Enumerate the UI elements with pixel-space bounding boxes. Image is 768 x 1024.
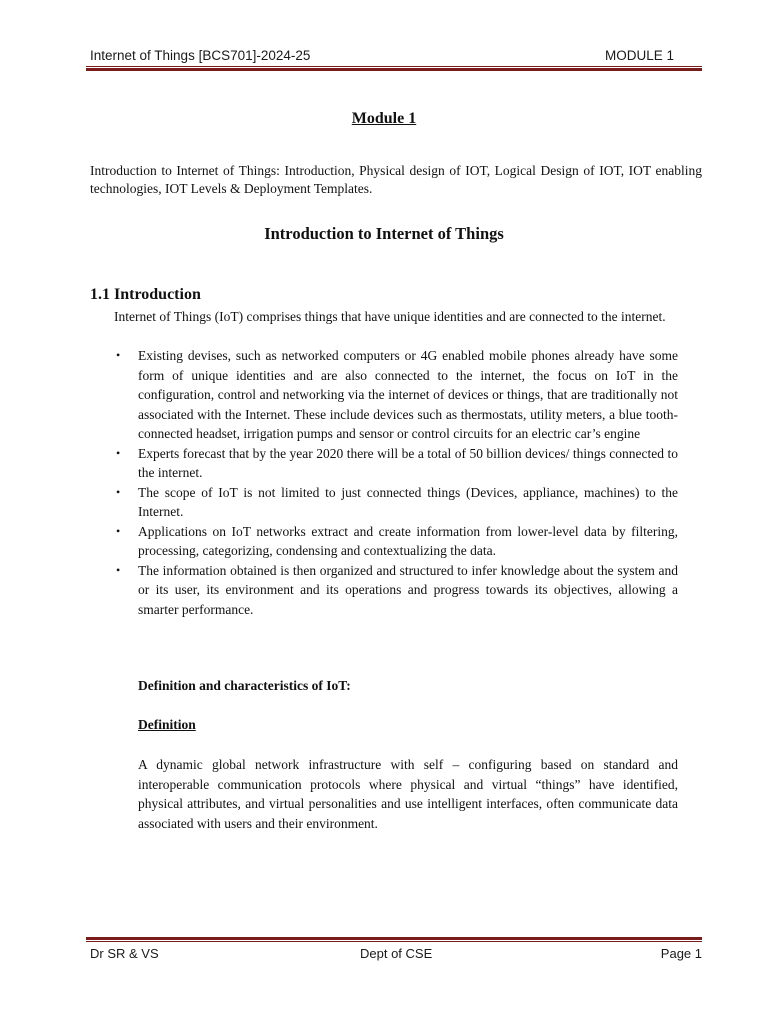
module-title: Module 1: [351, 110, 417, 127]
list-item: [114, 483, 678, 522]
footer-page-number: Page 1: [660, 946, 702, 961]
intro-heading: Introduction to Internet of Things: [264, 224, 504, 243]
bullet-icon: •: [116, 484, 121, 499]
syllabus-text: Introduction to Internet of Things: Introduction, Physical design of IOT, Logical Design of IOT, IOT enabling technologies, IOT Levels & Deployment Templates.: [90, 163, 702, 196]
footer-authors: Dr SR & VS: [90, 946, 159, 961]
page-footer: [90, 946, 702, 964]
header-course-title: Internet of Things [BCS701]-2024-25: [90, 48, 311, 63]
header-module-label: MODULE 1: [604, 48, 674, 63]
footer-divider-thin: [86, 941, 702, 942]
header-divider-thick: [86, 68, 702, 71]
list-item-text: The scope of IoT is not limited to just connected things (Devices, appliance, machines) to the Internet.: [138, 484, 678, 519]
list-item: [114, 346, 678, 444]
footer-divider-thick: [86, 937, 702, 940]
footer-department: Dept of CSE: [360, 946, 433, 961]
page-header: [90, 48, 674, 66]
list-item: [114, 561, 678, 620]
definition-characteristics-heading: Definition and characteristics of IoT:: [138, 678, 351, 693]
bullet-icon: •: [116, 348, 121, 362]
bullet-icon: •: [116, 562, 121, 577]
bullet-icon: •: [116, 523, 121, 538]
definition-heading: Definition: [138, 717, 196, 732]
list-item-text: Applications on IoT networks extract and create information from lower-level data by filtering, processing, categorizing, condensing and contextualizing the data.: [138, 523, 678, 558]
list-item: [114, 444, 678, 483]
header-divider-thin: [86, 66, 702, 67]
list-item-text: Existing devises, such as networked computers or 4G enabled mobile phones already have some form of unique identities and are also connected to the internet, the focus on IoT in the configuration, control and networking via the internet of devices or things, that are traditionally not associated with the Internet. These include devices such as thermostats, utility meters, a blue tooth- connected headset, irrigation pumps and sensor or control circuits for an electric car’s engine: [138, 348, 678, 441]
list-item: [114, 522, 678, 561]
list-item-text: The information obtained is then organized and structured to infer knowledge about the system and or its user, its environment and its operations and progress towards its objectives, allowing a smarter performance.: [138, 562, 678, 617]
bullet-list: [114, 346, 678, 619]
list-item-text: Experts forecast that by the year 2020 there will be a total of 50 billion devices/ things connected to the internet.: [138, 445, 678, 480]
definition-text: A dynamic global network infrastructure with self – configuring based on standard and interoperable communication protocols where physical and virtual “things” have identified, physical attributes, and virtual personalities and use intelligent interfaces, often communicate data associated with users and their environment.: [138, 757, 678, 831]
bullet-icon: •: [116, 445, 121, 460]
section-heading: 1.1 Introduction: [90, 286, 201, 303]
section-intro-text: Internet of Things (IoT) comprises things that have unique identities and are connected to the internet.: [114, 309, 666, 324]
